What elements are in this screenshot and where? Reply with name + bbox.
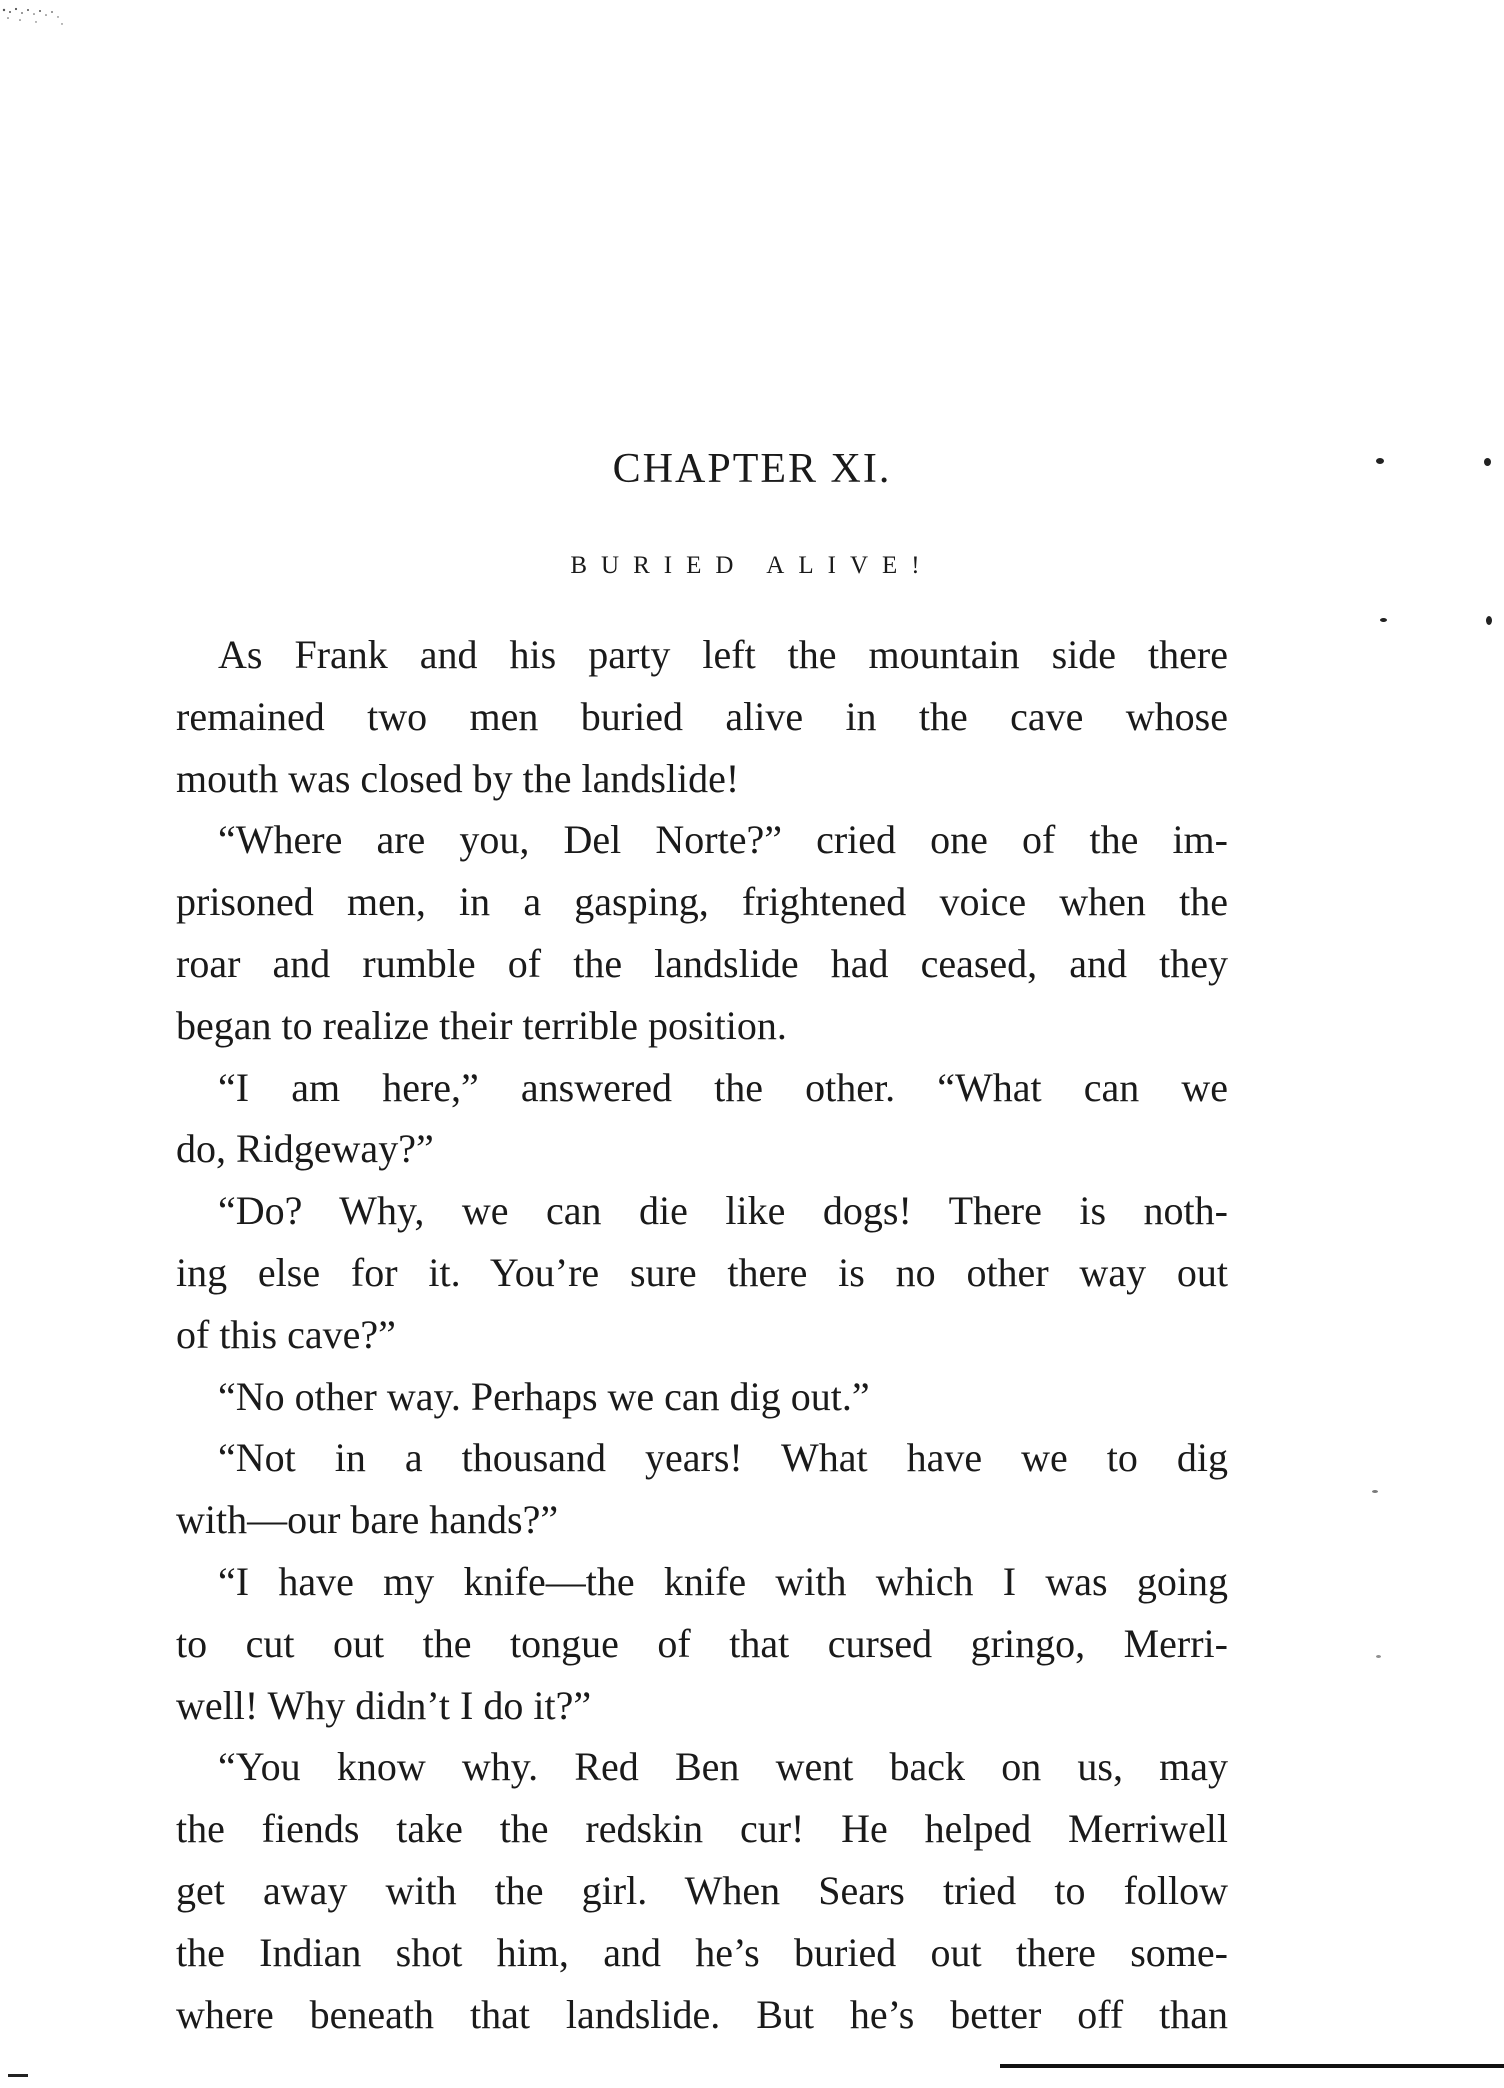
paragraph <box>176 1736 1228 2045</box>
text-line: to cut out the tongue of that cursed gringo, Merri- <box>176 1620 1228 1666</box>
scan-speckle <box>0 0 90 40</box>
text-line: “Where are you, Del Norte?” cried one of the im- <box>218 817 1228 863</box>
text-line: “I have my knife—the knife with which I was going <box>218 1558 1228 1604</box>
paragraph <box>176 1180 1228 1365</box>
scan-speck <box>1484 458 1491 466</box>
text-line: of this cave?” <box>176 1311 396 1357</box>
text-line: well! Why didn’t I do it?” <box>176 1682 592 1728</box>
chapter-body <box>176 624 1228 2045</box>
text-line: ing else for it. You’re sure there is no other way out <box>176 1249 1228 1295</box>
chapter-heading: CHAPTER XI. <box>612 446 892 492</box>
text-line: “Not in a thousand years! What have we to dig <box>218 1435 1228 1481</box>
text-line: roar and rumble of the landslide had ceased, and they <box>176 940 1228 986</box>
scan-speck <box>1486 616 1492 625</box>
paragraph <box>176 1366 1228 1428</box>
paragraph <box>176 1427 1228 1551</box>
text-line: As Frank and his party left the mountain side there <box>218 632 1228 677</box>
scan-mark <box>8 2074 28 2077</box>
scan-speck <box>1376 458 1384 464</box>
chapter-title: BURIED ALIVE! <box>570 552 934 579</box>
text-line: where beneath that landslide. But he’s better off than <box>176 1991 1228 2037</box>
text-line: the Indian shot him, and he’s buried out there some- <box>176 1929 1228 1975</box>
text-line: with—our bare hands?” <box>176 1497 559 1543</box>
text-line: “I am here,” answered the other. “What can we <box>218 1064 1228 1110</box>
scan-speck <box>1380 618 1387 622</box>
paragraph <box>176 809 1228 1056</box>
text-line: remained two men buried alive in the cave whose <box>176 693 1228 739</box>
paragraph <box>176 1551 1228 1736</box>
paragraph <box>176 1057 1228 1181</box>
text-line: get away with the girl. When Sears tried to follow <box>176 1867 1228 1913</box>
text-line: “You know why. Red Ben went back on us, may <box>218 1744 1228 1790</box>
text-line: do, Ridgeway?” <box>176 1126 434 1172</box>
paragraph <box>176 624 1228 809</box>
text-line: mouth was closed by the landslide! <box>176 755 740 801</box>
text-line: began to realize their terrible position. <box>176 1002 787 1048</box>
text-line: prisoned men, in a gasping, frightened voice when the <box>176 879 1228 925</box>
text-line: the fiends take the redskin cur! He helped Merriwell <box>176 1806 1228 1852</box>
text-line: “No other way. Perhaps we can dig out.” <box>218 1373 870 1419</box>
scan-speck <box>1372 1490 1378 1493</box>
scan-speck <box>1376 1655 1381 1658</box>
text-line: “Do? Why, we can die like dogs! There is noth- <box>218 1188 1228 1234</box>
bottom-rule <box>1000 2064 1504 2068</box>
